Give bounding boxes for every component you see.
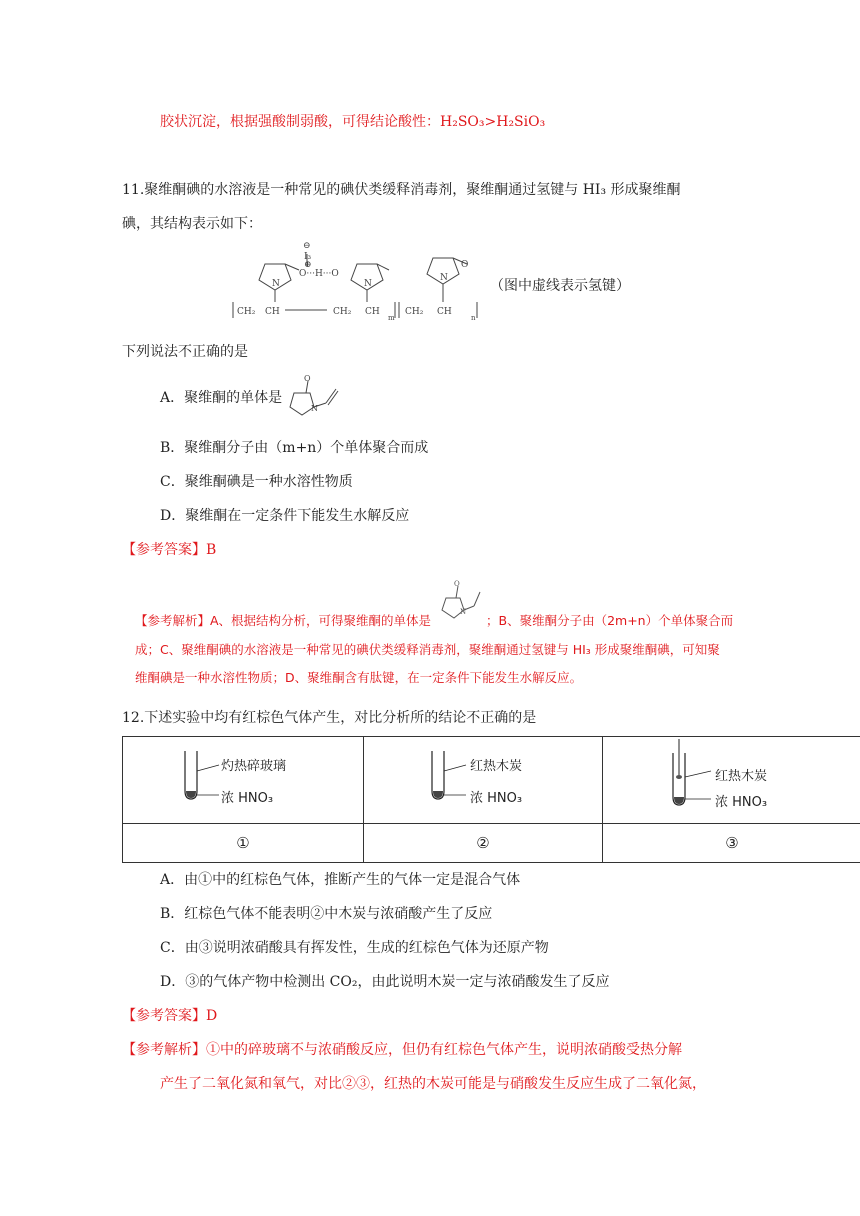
subscript-m: m xyxy=(388,314,395,322)
monomer-o: O xyxy=(304,375,311,383)
povidone-iodine-structure xyxy=(225,240,490,322)
q11-option-a: A．聚维酮的单体是 xyxy=(160,390,283,406)
charge-minus-symbol: ⊖ xyxy=(303,241,311,251)
q12-analysis-line1: ①中的碎玻璃不与浓硝酸反应，但仍有红棕色气体产生，说明浓硝酸受热分解 xyxy=(206,1042,682,1058)
q11-analysis-line1b: ；B、聚维酮分子由（2m+n）个单体聚合而 xyxy=(486,613,734,628)
tube-2-bottom-label: 浓 HNO₃ xyxy=(470,791,523,806)
test-tube-3-diagram xyxy=(671,739,721,815)
experiment-number-1: ① xyxy=(123,824,364,863)
experiment-number-2: ② xyxy=(364,824,603,863)
backbone-ch-2: CH xyxy=(365,307,380,317)
q11-option-c: C．聚维酮碘是一种水溶性物质 xyxy=(160,474,353,490)
q12-analysis-line2: 产生了二氧化氮和氧气，对比②③，红热的木炭可能是与硝酸发生反应生成了二氧化氮， xyxy=(160,1076,706,1092)
hbond-label: O···H···O xyxy=(299,269,339,279)
q11-analysis-line1a: 【参考解析】A、根据结构分析，可得聚维酮的单体是 xyxy=(135,613,432,628)
analysis-monomer-structure xyxy=(440,580,486,624)
experiment-table xyxy=(122,736,860,863)
q11-option-d: D．聚维酮在一定条件下能发生水解反应 xyxy=(160,508,410,524)
tube-2-top-label: 红热木炭 xyxy=(470,759,523,774)
previous-analysis-tail: 胶状沉淀，根据强酸制弱酸，可得结论酸性：H₂SO₃>H₂SiO₃ xyxy=(160,114,546,130)
experiment-cell-1 xyxy=(123,737,364,824)
monomer-n: N xyxy=(311,404,318,413)
tube-1-top-label: 灼热碎玻璃 xyxy=(221,759,287,774)
analysis-monomer-n: N xyxy=(460,608,467,616)
q12-stem: 12.下述实验中均有红棕色气体产生，对比分析所的结论不正确的是 xyxy=(122,710,537,726)
monomer-structure xyxy=(286,375,344,425)
q11-option-b: B．聚维酮分子由（m+n）个单体聚合而成 xyxy=(160,440,429,456)
experiment-cell-3 xyxy=(603,737,860,824)
backbone-ch2-1: CH₂ xyxy=(237,307,256,317)
analysis-monomer-o: O xyxy=(454,580,460,588)
tube-3-top-label: 红热木炭 xyxy=(715,769,768,784)
structure-note: （图中虚线表示氢键） xyxy=(490,278,630,294)
experiment-number-3: ③ xyxy=(603,824,860,863)
q12-option-a: A．由①中的红棕色气体，推断产生的气体一定是混合气体 xyxy=(160,872,521,888)
q12-answer: 【参考答案】D xyxy=(122,1008,218,1024)
q11-analysis-line3: 维酮碘是一种水溶性物质；D、聚维酮含有肽键，在一定条件下能发生水解反应。 xyxy=(135,670,583,685)
iodide-label: I₃ xyxy=(304,252,312,262)
q12-analysis-head: 【参考解析】 xyxy=(122,1042,206,1058)
q12-option-c: C．由③说明浓硝酸具有挥发性，生成的红棕色气体为还原产物 xyxy=(160,940,549,956)
backbone-ch-3: CH xyxy=(437,307,452,317)
q12-option-b: B．红棕色气体不能表明②中木炭与浓硝酸产生了反应 xyxy=(160,906,493,922)
ring3-o: O xyxy=(461,260,469,270)
tube-3-bottom-label: 浓 HNO₃ xyxy=(715,795,768,810)
subscript-n: n xyxy=(471,314,476,322)
q11-analysis-line2: 成；C、聚维酮碘的水溶液是一种常见的碘伏类缓释消毒剂，聚维酮通过氢键与 HI₃ 形成聚维酮碘，可知聚 xyxy=(135,642,720,657)
q11-prompt: 下列说法不正确的是 xyxy=(122,344,248,360)
backbone-ch2-3: CH₂ xyxy=(405,307,424,317)
backbone-ch-1: CH xyxy=(265,307,280,317)
charge-plus-symbol: ⊕ xyxy=(304,260,312,270)
ring1-n: N xyxy=(272,279,280,289)
experiment-cell-2 xyxy=(364,737,603,824)
ring2-n: N xyxy=(364,279,372,289)
tube-1-bottom-label: 浓 HNO₃ xyxy=(221,791,274,806)
backbone-ch2-2: CH₂ xyxy=(333,307,352,317)
q11-stem-line1: 11.聚维酮碘的水溶液是一种常见的碘伏类缓释消毒剂，聚维酮通过氢键与 HI₃ 形成聚维酮 xyxy=(122,182,681,198)
ring3-n: N xyxy=(440,273,448,283)
q11-stem-line2: 碘，其结构表示如下： xyxy=(122,216,262,232)
q11-answer: 【参考答案】B xyxy=(122,542,217,558)
q12-option-d: D．③的气体产物中检测出 CO₂，由此说明木炭一定与浓硝酸发生了反应 xyxy=(160,974,610,990)
